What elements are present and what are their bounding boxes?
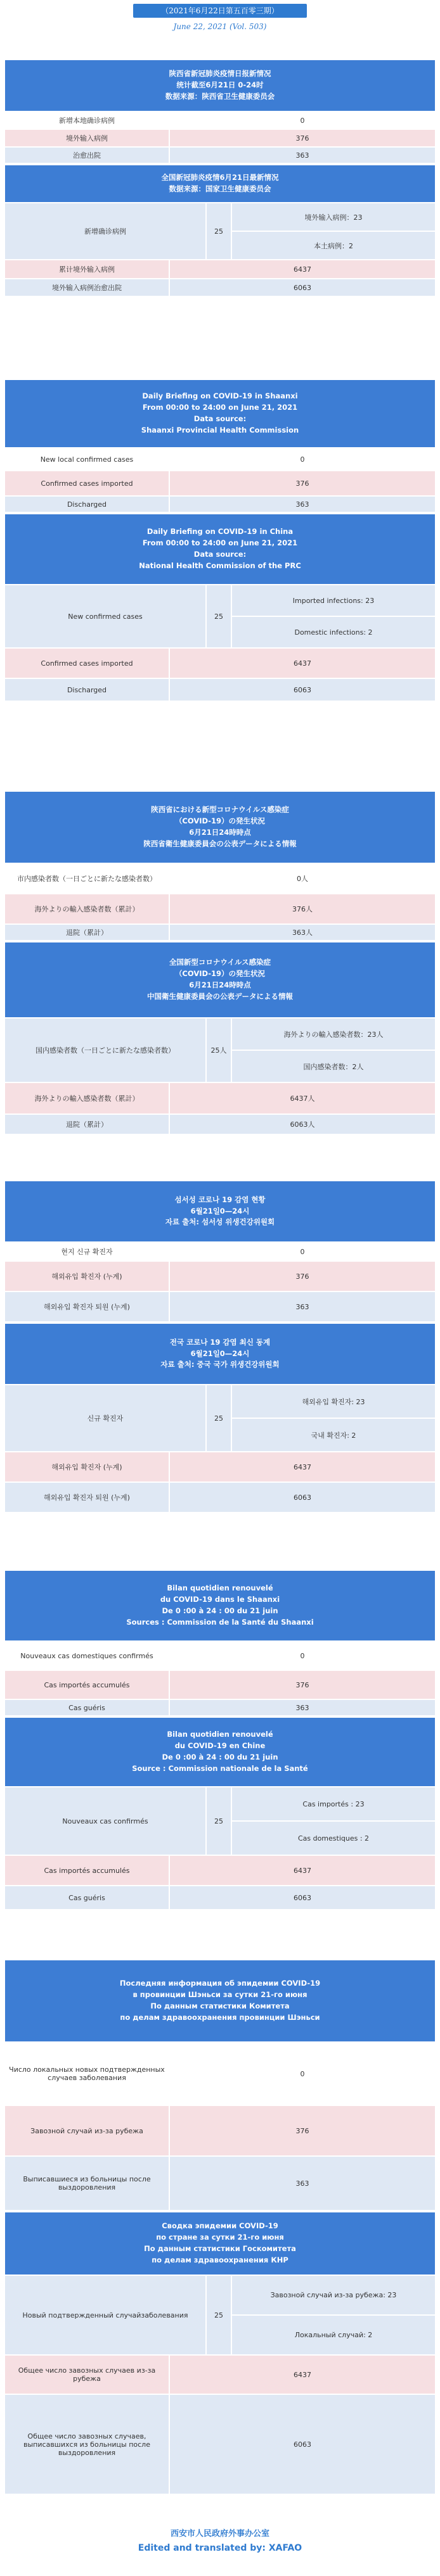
row-label: Завозной случай из-за рубежа	[5, 2106, 170, 2155]
new-confirmed-breakdown	[232, 2276, 435, 2354]
table-row	[5, 1670, 435, 1699]
row-label: Cas guéris	[5, 1886, 170, 1909]
shaanxi-title-line: По данным статистики Комитета	[150, 2002, 290, 2010]
new-confirmed-row	[5, 584, 435, 647]
table-row	[5, 923, 435, 940]
row-value: 6063	[170, 1483, 435, 1512]
shaanxi-title	[5, 1960, 435, 2041]
shaanxi-title-line: Daily Briefing on COVID-19 in Shaanxi	[142, 391, 298, 401]
table-row	[5, 2155, 435, 2210]
china-title-line: Daily Briefing on COVID-19 in China	[146, 527, 294, 536]
section-fr	[5, 1571, 435, 1909]
new-confirmed-label: 国内感染者数（一日ごとに新たな感染者数）	[5, 1018, 207, 1082]
row-value: 0	[170, 448, 435, 470]
row-label: 현지 신규 확진자	[5, 1243, 170, 1260]
new-confirmed-row	[5, 1384, 435, 1451]
row-label: Cas importés accumulés	[5, 1671, 170, 1699]
shaanxi-title-line: Sources : Commission de la Santé du Shaanxi	[126, 1617, 314, 1627]
table-row	[5, 278, 435, 296]
china-title-line: По данным статистики Госкомитета	[144, 2244, 296, 2253]
breakdown-item: Cas domestiques : 2	[232, 1820, 435, 1855]
table-row	[5, 1114, 435, 1134]
new-confirmed-label: 新增确诊病例	[5, 203, 207, 259]
china-title	[5, 163, 435, 202]
china-title-line: National Health Commission of the PRC	[139, 561, 301, 570]
shaanxi-title-line: по делам здравоохранения провинции Шэньси	[120, 2012, 320, 2022]
shaanxi-title-line: From 00:00 to 24:00 on June 21, 2021	[142, 403, 298, 412]
table-row	[5, 863, 435, 893]
row-value: 6437	[170, 649, 435, 678]
china-title	[5, 1321, 435, 1384]
table-row	[5, 678, 435, 701]
row-label: Discharged	[5, 679, 170, 701]
shaanxi-title	[5, 792, 435, 863]
row-label: Общее число завозных случаев, выписавшихся из больницы после выздоровления	[5, 2395, 170, 2494]
footer-org: 西安市人民政府外事办公室	[170, 2529, 269, 2539]
china-title-line: Сводка эпидемии COVID-19	[162, 2221, 278, 2231]
breakdown-item: 国内感染者数：2人	[232, 1050, 435, 1082]
row-value: 363人	[170, 925, 435, 940]
shaanxi-title	[5, 380, 435, 447]
shaanxi-title-line: Data source:	[193, 414, 247, 423]
china-title-line: 中国衛生健康委員会の公表データによる情報	[147, 991, 293, 1001]
row-label: 境外输入病例	[5, 130, 170, 146]
shaanxi-title-line: 자료 출처: 섬서성 위생건강위원회	[165, 1217, 275, 1227]
row-value: 6063	[170, 279, 435, 296]
shaanxi-title	[5, 1571, 435, 1640]
row-label: 退院（累計）	[5, 1115, 170, 1134]
table-row	[5, 2105, 435, 2155]
row-label: Discharged	[5, 497, 170, 512]
breakdown-item: Domestic infections: 2	[232, 616, 435, 647]
china-title	[5, 512, 435, 584]
shaanxi-title-line: 统计截至6月21日 0-24时	[176, 80, 264, 90]
china-title-line: 全国新型コロナウイルス感染症	[169, 958, 271, 967]
china-title-line: 数据来源：国家卫生健康委员会	[169, 184, 271, 193]
new-confirmed-row	[5, 2275, 435, 2354]
row-value: 6437人	[170, 1083, 435, 1114]
shaanxi-title-line: 6月21日24時時点	[189, 828, 251, 837]
row-label: Confirmed cases imported	[5, 649, 170, 678]
new-confirmed-row	[5, 202, 435, 259]
row-label: 해외유입 확진자 퇴원 (누계)	[5, 1483, 170, 1512]
table-row	[5, 111, 435, 129]
row-label: Nouveaux cas domestiques confirmés	[5, 1642, 170, 1670]
table-row	[5, 470, 435, 495]
new-confirmed-total: 25	[207, 1385, 232, 1451]
new-confirmed-label: 신규 확진자	[5, 1385, 207, 1451]
breakdown-item: Завозной случай из-за рубежа: 23	[232, 2276, 435, 2314]
table-row	[5, 447, 435, 470]
table-row	[5, 1855, 435, 1885]
table-row	[5, 1451, 435, 1482]
new-confirmed-breakdown	[232, 1018, 435, 1082]
china-title-line: 全国新冠肺炎疫情6月21日最新情况	[161, 173, 279, 182]
issue-badge: （2021年6月22日第五百零三期）	[133, 4, 307, 18]
table-row	[5, 1291, 435, 1321]
china-title	[5, 1715, 435, 1786]
new-confirmed-breakdown	[232, 585, 435, 647]
row-label: 海外よりの輸入感染者数（累計）	[5, 1083, 170, 1114]
china-title-line: 6월21일0—24시	[190, 1348, 250, 1358]
row-value: 6437	[170, 1452, 435, 1482]
row-label: Confirmed cases imported	[5, 471, 170, 495]
footer-credit: Edited and translated by: XAFAO	[138, 2543, 302, 2553]
table-row	[5, 1885, 435, 1909]
row-value: 6063	[170, 1886, 435, 1909]
breakdown-item: 境外输入病例：23	[232, 203, 435, 231]
breakdown-item: Cas importés : 23	[232, 1787, 435, 1820]
china-title-line: From 00:00 to 24:00 on June 21, 2021	[142, 538, 298, 548]
china-title-line: 자료 출처: 중국 국가 위생건강위원회	[160, 1360, 280, 1369]
new-confirmed-label: New confirmed cases	[5, 585, 207, 647]
new-confirmed-breakdown	[232, 1787, 435, 1855]
breakdown-item: Локальный случай: 2	[232, 2314, 435, 2354]
new-confirmed-breakdown	[232, 203, 435, 259]
row-label: 해외유입 확진자 퇴원 (누계)	[5, 1292, 170, 1321]
table-row	[5, 259, 435, 278]
row-value: 6063人	[170, 1115, 435, 1134]
table-row	[5, 893, 435, 923]
shaanxi-title	[5, 1181, 435, 1241]
new-confirmed-total: 25	[207, 585, 232, 647]
row-value: 376人	[170, 894, 435, 923]
china-title-line: du COVID-19 en Chine	[174, 1741, 266, 1751]
china-title-line: Bilan quotidien renouvelé	[167, 1730, 273, 1739]
row-label: Общее число завозных случаев из-за рубежа	[5, 2356, 170, 2394]
new-confirmed-label: Nouveaux cas confirmés	[5, 1787, 207, 1855]
shaanxi-title-line: 6월21일0—24시	[190, 1206, 250, 1215]
row-value: 376	[170, 1262, 435, 1291]
table-row	[5, 129, 435, 146]
table-row	[5, 2354, 435, 2394]
row-label: 海外よりの輸入感染者数（累計）	[5, 894, 170, 923]
new-confirmed-total: 25	[207, 1787, 232, 1855]
table-row	[5, 1241, 435, 1260]
table-row	[5, 146, 435, 163]
table-row	[5, 1260, 435, 1291]
new-confirmed-total: 25	[207, 2276, 232, 2354]
row-value: 376	[170, 471, 435, 495]
shaanxi-title-line: De 0 :00 à 24 : 00 du 21 juin	[162, 1606, 278, 1615]
row-value: 6063	[170, 679, 435, 701]
china-title-line: 전국 코로나 19 감염 최신 동계	[169, 1337, 271, 1347]
shaanxi-title-line: Shaanxi Provincial Health Commission	[141, 425, 299, 435]
row-label: 해외유입 확진자 (누계)	[5, 1452, 170, 1482]
china-title-line: 6月21日24時時点	[189, 980, 251, 989]
shaanxi-title-line: Bilan quotidien renouvelé	[167, 1583, 273, 1593]
shaanxi-title-line: 陝西省における新型コロナウイルス感染症	[151, 805, 289, 815]
issue-date: June 22, 2021 (Vol. 503)	[173, 22, 267, 31]
row-label: New local confirmed cases	[5, 448, 170, 470]
new-confirmed-breakdown	[232, 1385, 435, 1451]
table-row	[5, 1699, 435, 1715]
issue-header	[133, 4, 307, 33]
breakdown-item: 국내 확진자: 2	[232, 1418, 435, 1451]
row-value: 6063	[170, 2395, 435, 2494]
new-confirmed-total: 25	[207, 203, 232, 259]
breakdown-item: 本土病例：2	[232, 231, 435, 259]
table-row	[5, 2394, 435, 2494]
row-value: 376	[170, 2106, 435, 2155]
row-label: 治愈出院	[5, 148, 170, 163]
section-ja	[5, 792, 435, 1134]
row-label: Выписавшиеся из больницы после выздоровления	[5, 2157, 170, 2210]
new-confirmed-row	[5, 1017, 435, 1082]
row-label: Число локальных новых подтвержденных случаев заболевания	[5, 2043, 170, 2105]
china-title-line: Data source:	[193, 550, 247, 559]
row-label: 市内感染者数（一日ごとに新たな感染者数）	[5, 864, 170, 893]
shaanxi-title-line: 数据来源：陕西省卫生健康委员会	[165, 91, 275, 101]
row-value: 0	[170, 112, 435, 129]
row-value: 363	[170, 1700, 435, 1715]
new-confirmed-row	[5, 1786, 435, 1855]
row-value: 0	[170, 1642, 435, 1670]
row-label: 退院（累計）	[5, 925, 170, 940]
china-title	[5, 2210, 435, 2275]
china-title-line: Source : Commission nationale de la Santé	[132, 1763, 308, 1773]
china-title	[5, 940, 435, 1017]
row-value: 6437	[170, 260, 435, 278]
table-row	[5, 495, 435, 512]
row-value: 363	[170, 2157, 435, 2210]
breakdown-item: Imported infections: 23	[232, 585, 435, 616]
row-label: 境外输入病例治愈出院	[5, 279, 170, 296]
table-row	[5, 2041, 435, 2105]
row-value: 0	[170, 1243, 435, 1260]
footer	[0, 2527, 440, 2555]
section-ru	[5, 1960, 435, 2494]
row-label: 新增本地确诊病例	[5, 112, 170, 129]
row-label: 해외유입 확진자 (누계)	[5, 1262, 170, 1291]
row-value: 363	[170, 497, 435, 512]
table-row	[5, 1082, 435, 1114]
shaanxi-title-line: 陝西省衛生健康委員会の公表データによる情報	[143, 839, 297, 848]
breakdown-item: 해외유입 확진자: 23	[232, 1385, 435, 1418]
shaanxi-title-line: в провинции Шэньси за сутки 21-го июня	[133, 1990, 307, 2000]
breakdown-item: 海外よりの輸入感染者数：23人	[232, 1018, 435, 1050]
new-confirmed-label: Новый подтвержденный случайзаболевания	[5, 2276, 207, 2354]
table-row	[5, 1482, 435, 1512]
row-value: 363	[170, 1292, 435, 1321]
row-value: 376	[170, 1671, 435, 1699]
row-value: 376	[170, 130, 435, 146]
table-row	[5, 1640, 435, 1670]
shaanxi-title	[5, 60, 435, 111]
row-value: 6437	[170, 1856, 435, 1885]
row-label: 累计境外输入病例	[5, 260, 170, 278]
china-title-line: по стране за сутки 21-го июня	[156, 2233, 284, 2242]
new-confirmed-total: 25人	[207, 1018, 232, 1082]
shaanxi-title-line: 陕西省新冠肺炎疫情日报新情况	[169, 69, 271, 79]
shaanxi-title-line: （COVID-19）の発生状況	[174, 816, 266, 826]
row-label: Cas importés accumulés	[5, 1856, 170, 1885]
china-title-line: De 0 :00 à 24 : 00 du 21 juin	[162, 1753, 278, 1761]
shaanxi-title-line: 섬서성 코로나 19 감염 현황	[174, 1195, 266, 1204]
china-title-line: （COVID-19）の発生状況	[174, 969, 266, 979]
row-value: 6437	[170, 2356, 435, 2394]
shaanxi-title-line: Последняя информация об эпидемии COVID-19	[119, 1979, 321, 1988]
section-zh	[5, 60, 435, 296]
section-ko	[5, 1181, 435, 1512]
table-row	[5, 647, 435, 678]
row-value: 0人	[170, 864, 435, 893]
china-title-line: по делам здравоохранения КНР	[152, 2255, 288, 2264]
row-label: Cas guéris	[5, 1700, 170, 1715]
shaanxi-title-line: du COVID-19 dans le Shaanxi	[160, 1595, 280, 1604]
row-value: 363	[170, 148, 435, 163]
row-value: 0	[170, 2043, 435, 2105]
section-en	[5, 380, 435, 701]
